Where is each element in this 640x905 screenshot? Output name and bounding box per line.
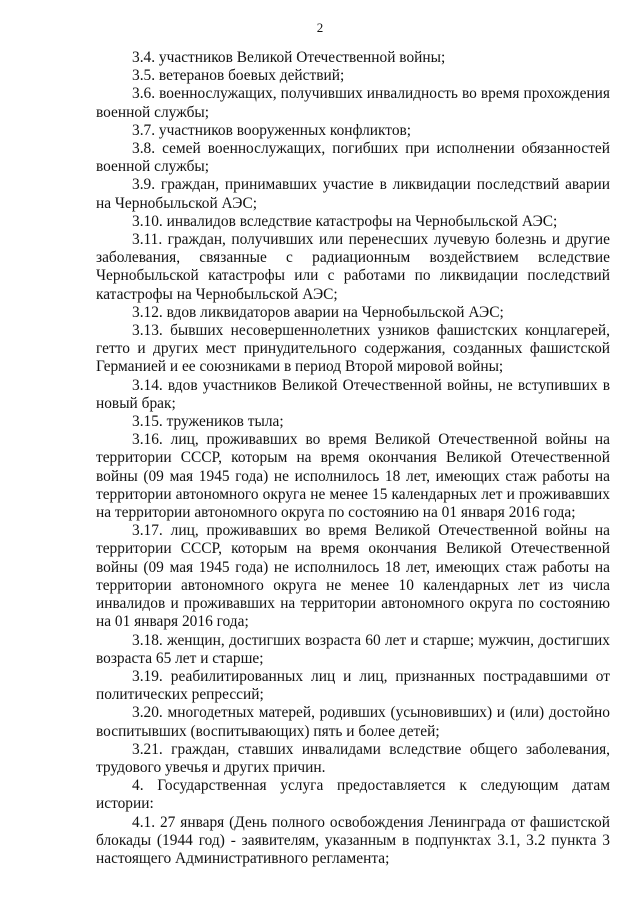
paragraph-3-18: 3.18. женщин, достигших возраста 60 лет и старше; мужчин, достигших возраста 65 лет и старше;	[96, 631, 610, 667]
document-body	[96, 49, 610, 868]
paragraph-3-7: 3.7. участников вооруженных конфликтов;	[132, 121, 412, 139]
paragraph-3-5: 3.5. ветеранов боевых действий;	[132, 67, 345, 85]
paragraph-3-8: 3.8. семей военнослужащих, погибших при исполнении обязанностей военной службы;	[96, 140, 610, 176]
paragraph-3-21: 3.21. граждан, ставших инвалидами вследствие общего заболевания, трудового увечья и других причин.	[96, 740, 610, 776]
paragraph-3-16: 3.16. лиц, проживавших во время Великой Отечественной войны на территории СССР, которым на время окончания Великой Отечественной войны (09 мая 1945 года) не исполнилось 18 лет, имеющих стаж работы на территории автономного округа не менее 15 календарных лет и проживавших на территории автономного округа по состоянию на 01 января 2016 года;	[96, 431, 610, 522]
paragraph-3-9: 3.9. граждан, принимавших участие в ликвидации последствий аварии на Чернобыльской АЭС;	[96, 176, 610, 212]
page-number: 2	[316, 20, 324, 35]
paragraph-3-10: 3.10. инвалидов вследствие катастрофы на Чернобыльской АЭС;	[132, 212, 558, 230]
paragraph-3-17: 3.17. лиц, проживавших во время Великой Отечественной войны на территории СССР, которым на время окончания Великой Отечественной войны (09 мая 1945 года) не исполнилось 18 лет, имеющих стаж работы на территории автономного округа не менее 10 календарных лет из числа инвалидов и проживавших на территории автономного округа по состоянию на 01 января 2016 года;	[96, 522, 610, 631]
paragraph-3-15: 3.15. тружеников тыла;	[132, 413, 284, 431]
paragraph-3-11: 3.11. граждан, получивших или перенесших лучевую болезнь и другие заболевания, связанные с радиационным воздействием вследствие Чернобыльской катастрофы или с работами по ликвидации последствий катастрофы на Чернобыльской АЭС;	[96, 231, 610, 303]
paragraph-3-13: 3.13. бывших несовершеннолетних узников фашистских концлагерей, гетто и других мест принудительного содержания, созданных фашистской Германией и ее союзниками в период Второй мировой войны;	[96, 322, 610, 376]
paragraph-4: 4. Государственная услуга предоставляется к следующим датам истории:	[96, 777, 610, 813]
paragraph-3-6: 3.6. военнослужащих, получивших инвалидность во время прохождения военной службы;	[96, 85, 610, 121]
paragraph-3-4: 3.4. участников Великой Отечественной войны;	[132, 49, 446, 66]
paragraph-3-19: 3.19. реабилитированных лиц и лиц, признанных пострадавшими от политических репрессий;	[96, 667, 610, 704]
paragraph-3-14: 3.14. вдов участников Великой Отечественной войны, не вступивших в новый брак;	[96, 376, 610, 412]
paragraph-3-20: 3.20. многодетных матерей, родивших (усыновивших) и (или) достойно воспитывших (воспитывающих) пять и более детей;	[96, 704, 610, 740]
paragraph-4-1: 4.1. 27 января (День полного освобождения Ленинграда от фашистской блокады (1944 год) - заявителям, указанным в подпунктах 3.1, 3.2 пункта 3 настоящего Административного регламента;	[96, 813, 610, 867]
paragraph-3-12: 3.12. вдов ликвидаторов аварии на Чернобыльской АЭС;	[132, 303, 504, 321]
